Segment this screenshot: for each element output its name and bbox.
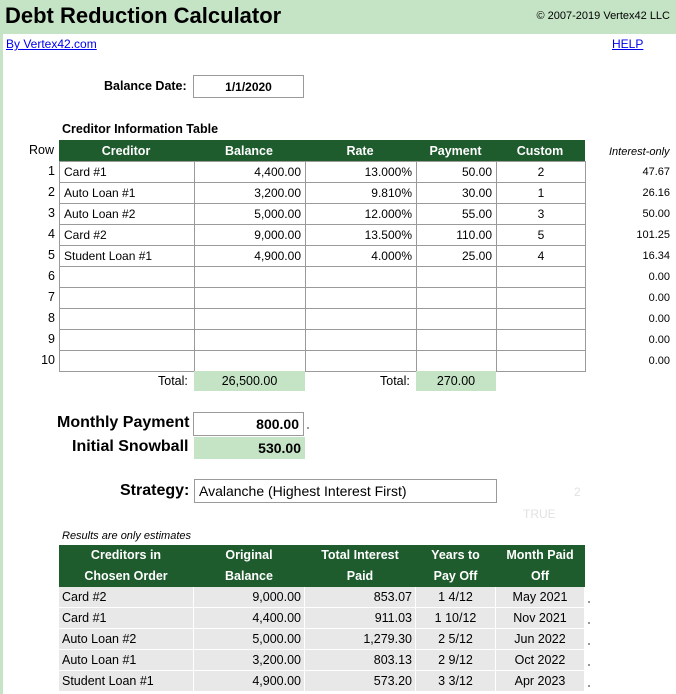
strategy-select[interactable]: Avalanche (Highest Interest First) bbox=[194, 479, 497, 503]
result-years-cell: 1 4/12 bbox=[416, 587, 496, 608]
custom-order-cell[interactable]: 1 bbox=[496, 182, 586, 204]
rate-cell[interactable] bbox=[305, 329, 417, 351]
row-marker bbox=[588, 622, 590, 624]
payment-cell[interactable] bbox=[416, 308, 497, 330]
row-number: 3 bbox=[48, 206, 55, 220]
creditor-name-cell[interactable]: Auto Loan #2 bbox=[59, 203, 195, 225]
strategy-code: 2 bbox=[574, 485, 581, 499]
result-month-cell: Oct 2022 bbox=[496, 650, 585, 671]
result-creditor-cell: Student Loan #1 bbox=[59, 671, 194, 692]
creditor-name-cell[interactable] bbox=[59, 266, 195, 288]
results-header-creditors: Creditors in Chosen Order bbox=[59, 545, 194, 587]
result-creditor-cell: Auto Loan #1 bbox=[59, 650, 194, 671]
balance-cell[interactable] bbox=[194, 266, 306, 288]
creditor-name-cell[interactable]: Card #2 bbox=[59, 224, 195, 246]
rate-cell[interactable]: 12.000% bbox=[305, 203, 417, 225]
result-month-cell: Nov 2021 bbox=[496, 608, 585, 629]
payment-cell[interactable] bbox=[416, 329, 497, 351]
rate-cell[interactable]: 9.810% bbox=[305, 182, 417, 204]
monthly-payment-input[interactable]: 800.00 bbox=[193, 412, 304, 436]
balance-cell[interactable]: 4,900.00 bbox=[194, 245, 306, 267]
col-header-custom: Custom bbox=[496, 140, 585, 161]
interest-only-value: 0.00 bbox=[648, 292, 670, 304]
rate-cell[interactable] bbox=[305, 350, 417, 372]
custom-order-cell[interactable]: 3 bbox=[496, 203, 586, 225]
result-original-balance-cell: 3,200.00 bbox=[194, 650, 305, 671]
creditor-name-cell[interactable]: Card #1 bbox=[59, 161, 195, 183]
custom-order-cell[interactable] bbox=[496, 329, 586, 351]
row-number: 1 bbox=[48, 164, 55, 178]
result-interest-cell: 803.13 bbox=[305, 650, 416, 671]
row-marker bbox=[588, 601, 590, 603]
row-number: 6 bbox=[48, 269, 55, 283]
creditor-table-caption: Creditor Information Table bbox=[62, 122, 219, 136]
balance-cell[interactable]: 4,400.00 bbox=[194, 161, 306, 183]
creditor-name-cell[interactable]: Auto Loan #1 bbox=[59, 182, 195, 204]
result-original-balance-cell: 9,000.00 bbox=[194, 587, 305, 608]
results-header-month: Month Paid Off bbox=[496, 545, 585, 587]
result-month-cell: Jun 2022 bbox=[496, 629, 585, 650]
strategy-flag: TRUE bbox=[523, 507, 556, 521]
interest-only-value: 50.00 bbox=[642, 208, 670, 220]
result-years-cell: 2 9/12 bbox=[416, 650, 496, 671]
results-header-interest: Total Interest Paid bbox=[305, 545, 416, 587]
balance-date-label: Balance Date: bbox=[104, 79, 187, 93]
strategy-label: Strategy: bbox=[120, 482, 190, 499]
creditor-name-cell[interactable] bbox=[59, 308, 195, 330]
result-month-cell: Apr 2023 bbox=[496, 671, 585, 692]
rate-cell[interactable]: 4.000% bbox=[305, 245, 417, 267]
payment-cell[interactable]: 30.00 bbox=[416, 182, 497, 204]
result-creditor-cell: Auto Loan #2 bbox=[59, 629, 194, 650]
balance-cell[interactable] bbox=[194, 350, 306, 372]
left-border bbox=[0, 34, 3, 694]
custom-order-cell[interactable] bbox=[496, 287, 586, 309]
balance-cell[interactable] bbox=[194, 329, 306, 351]
result-years-cell: 1 10/12 bbox=[416, 608, 496, 629]
result-original-balance-cell: 5,000.00 bbox=[194, 629, 305, 650]
payment-cell[interactable]: 50.00 bbox=[416, 161, 497, 183]
result-creditor-cell: Card #1 bbox=[59, 608, 194, 629]
balance-cell[interactable]: 5,000.00 bbox=[194, 203, 306, 225]
custom-order-cell[interactable] bbox=[496, 266, 586, 288]
vertex42-link[interactable]: By Vertex42.com bbox=[6, 37, 97, 51]
results-header-original: Original Balance bbox=[194, 545, 305, 587]
total-balance-value: 26,500.00 bbox=[194, 371, 305, 391]
custom-order-cell[interactable] bbox=[496, 350, 586, 372]
interest-only-label: Interest-only bbox=[609, 146, 670, 158]
row-number: 2 bbox=[48, 185, 55, 199]
results-note: Results are only estimates bbox=[62, 530, 191, 542]
result-interest-cell: 911.03 bbox=[305, 608, 416, 629]
custom-order-cell[interactable]: 2 bbox=[496, 161, 586, 183]
payment-cell[interactable] bbox=[416, 350, 497, 372]
interest-only-value: 0.00 bbox=[648, 334, 670, 346]
result-month-cell: May 2021 bbox=[496, 587, 585, 608]
custom-order-cell[interactable] bbox=[496, 308, 586, 330]
results-header-years: Years to Pay Off bbox=[416, 545, 496, 587]
rate-cell[interactable]: 13.500% bbox=[305, 224, 417, 246]
payment-cell[interactable]: 110.00 bbox=[416, 224, 497, 246]
balance-cell[interactable]: 9,000.00 bbox=[194, 224, 306, 246]
row-column-label: Row bbox=[29, 143, 55, 157]
row-number: 7 bbox=[48, 290, 55, 304]
result-creditor-cell: Card #2 bbox=[59, 587, 194, 608]
result-interest-cell: 573.20 bbox=[305, 671, 416, 692]
interest-only-value: 47.67 bbox=[642, 166, 670, 178]
page-title: Debt Reduction Calculator bbox=[5, 3, 282, 28]
help-link[interactable]: HELP bbox=[612, 37, 644, 51]
creditor-name-cell[interactable] bbox=[59, 350, 195, 372]
creditor-name-cell[interactable]: Student Loan #1 bbox=[59, 245, 195, 267]
rate-cell[interactable] bbox=[305, 266, 417, 288]
col-header-balance: Balance bbox=[194, 140, 305, 161]
result-interest-cell: 1,279.30 bbox=[305, 629, 416, 650]
total-balance-label: Total: bbox=[158, 374, 188, 388]
col-header-creditor: Creditor bbox=[59, 140, 194, 161]
interest-only-value: 26.16 bbox=[642, 187, 670, 199]
balance-date-input[interactable]: 1/1/2020 bbox=[193, 75, 304, 98]
interest-only-value: 0.00 bbox=[648, 355, 670, 367]
result-years-cell: 2 5/12 bbox=[416, 629, 496, 650]
rate-cell[interactable] bbox=[305, 287, 417, 309]
interest-only-value: 0.00 bbox=[648, 313, 670, 325]
row-number: 9 bbox=[48, 332, 55, 346]
row-number: 5 bbox=[48, 248, 55, 262]
row-number: 10 bbox=[41, 353, 55, 367]
cell-marker bbox=[307, 427, 309, 429]
result-original-balance-cell: 4,400.00 bbox=[194, 608, 305, 629]
rate-cell[interactable] bbox=[305, 308, 417, 330]
payment-cell[interactable] bbox=[416, 287, 497, 309]
total-payment-label: Total: bbox=[380, 374, 410, 388]
row-number: 4 bbox=[48, 227, 55, 241]
interest-only-value: 0.00 bbox=[648, 271, 670, 283]
result-original-balance-cell: 4,900.00 bbox=[194, 671, 305, 692]
total-payment-value: 270.00 bbox=[416, 371, 496, 391]
custom-order-cell[interactable]: 5 bbox=[496, 224, 586, 246]
copyright-notice: © 2007-2019 Vertex42 LLC bbox=[536, 10, 670, 22]
payment-cell[interactable]: 55.00 bbox=[416, 203, 497, 225]
balance-cell[interactable] bbox=[194, 308, 306, 330]
balance-cell[interactable] bbox=[194, 287, 306, 309]
balance-cell[interactable]: 3,200.00 bbox=[194, 182, 306, 204]
col-header-rate: Rate bbox=[305, 140, 416, 161]
payment-cell[interactable] bbox=[416, 266, 497, 288]
initial-snowball-label: Initial Snowball bbox=[72, 438, 189, 455]
row-marker bbox=[588, 643, 590, 645]
interest-only-value: 101.25 bbox=[636, 229, 670, 241]
rate-cell[interactable]: 13.000% bbox=[305, 161, 417, 183]
monthly-payment-label: Monthly Payment bbox=[57, 414, 190, 431]
custom-order-cell[interactable]: 4 bbox=[496, 245, 586, 267]
initial-snowball-value: 530.00 bbox=[194, 437, 305, 459]
row-marker bbox=[588, 685, 590, 687]
payment-cell[interactable]: 25.00 bbox=[416, 245, 497, 267]
interest-only-value: 16.34 bbox=[642, 250, 670, 262]
col-header-payment: Payment bbox=[416, 140, 496, 161]
result-years-cell: 3 3/12 bbox=[416, 671, 496, 692]
creditor-name-cell[interactable] bbox=[59, 329, 195, 351]
creditor-name-cell[interactable] bbox=[59, 287, 195, 309]
row-number: 8 bbox=[48, 311, 55, 325]
result-interest-cell: 853.07 bbox=[305, 587, 416, 608]
row-marker bbox=[588, 664, 590, 666]
